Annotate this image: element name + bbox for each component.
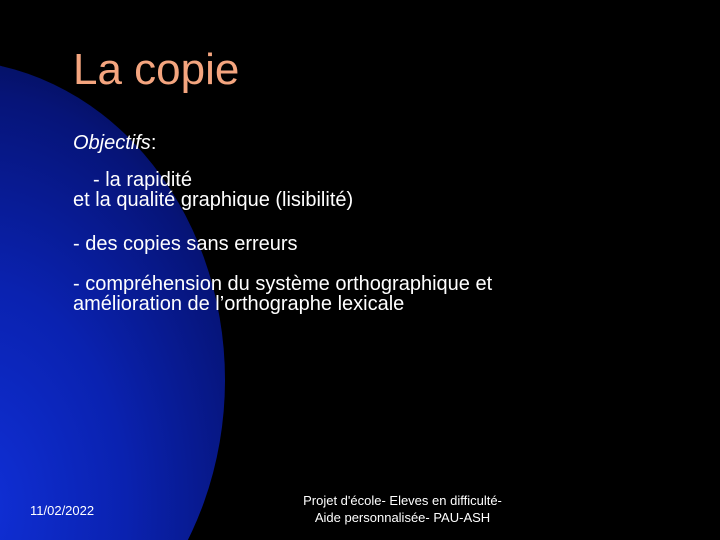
- bullet-copies: - des copies sans erreurs: [73, 233, 298, 255]
- bullet-comprehension: [73, 274, 492, 315]
- footer-project-line2: Aide personnalisée- PAU-ASH: [314, 509, 491, 525]
- objectifs-heading: [73, 133, 156, 153]
- bullet-rapidite: [73, 170, 353, 211]
- bullet-rapidite-line1: - la rapidité: [93, 169, 192, 191]
- bullet-comprehension-line1: - compréhension du système orthographique et: [73, 273, 493, 295]
- objectifs-label: Objectifs: [73, 132, 151, 154]
- footer-project-line1: Projet d'école- Eleves en difficulté-: [303, 493, 502, 508]
- footer-date: 11/02/2022: [30, 503, 95, 518]
- objectifs-colon: :: [150, 132, 157, 154]
- footer-project: [270, 493, 535, 527]
- slide-title: La copie: [73, 45, 240, 94]
- bullet-rapidite-line2: et la qualité graphique (lisibilité): [73, 189, 354, 212]
- bullet-comprehension-line2: amélioration de l’orthographe lexicale: [73, 293, 405, 316]
